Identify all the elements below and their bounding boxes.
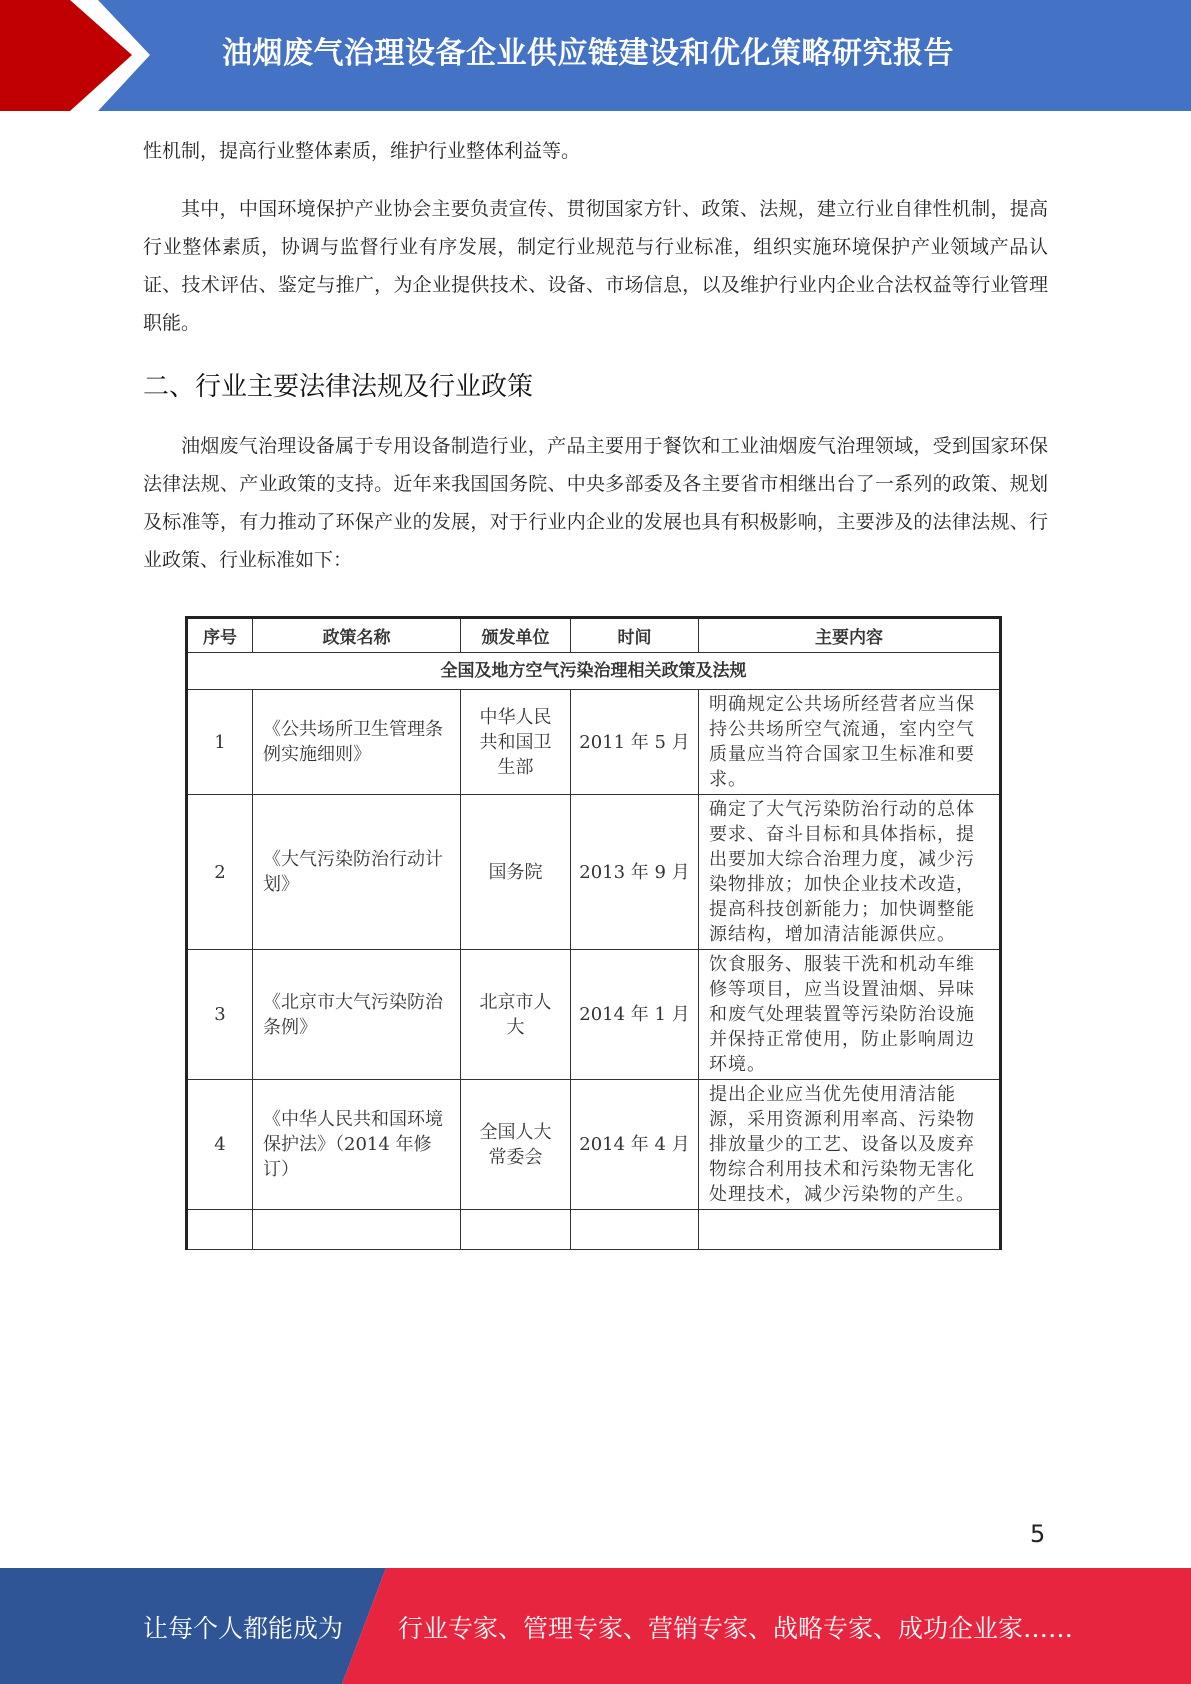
paragraph-association-role: 其中，中国环境保护产业协会主要负责宣传、贯彻国家方针、政策、法规，建立行业自律性机制，提高行业整体素质，协调与监督行业有序发展，制定行业规范与行业标准，组织实施环境保护产业领域产品认证、技术评估、鉴定与推广，为企业提供技术、设备、市场信息，以及维护行业内企业合法权益等行业管理职能。 [143,198,1048,334]
cell-content: 饮食服务、服装干洗和机动车维修等项目，应当设置油烟、异味和废气处理装置等污染防治设施并保持正常使用，防止影响周边环境。 [699,950,1001,1080]
cell-content: 确定了大气污染防治行动的总体要求、奋斗目标和具体指标，提出要加大综合治理力度，减少污染物排放；加快企业技术改造，提高科技创新能力；加快调整能源结构，增加清洁能源供应。 [699,795,1001,950]
cell-name: 《公共场所卫生管理条例实施细则》 [253,690,461,795]
cell-name: 《中华人民共和国环境保护法》（2014 年修订） [253,1080,461,1210]
table-row [187,1080,1001,1210]
cell-date: 2013 年 9 月 [571,795,699,950]
table-row [187,795,1001,950]
cell-date: 2014 年 4 月 [571,1080,699,1210]
table-group-row [187,653,1001,690]
col-header-org: 颁发单位 [461,618,571,653]
group-title: 全国及地方空气污染治理相关政策及法规 [187,653,1001,690]
table-row-cutoff [187,1210,1001,1250]
cell-name: 《大气污染防治行动计划》 [253,795,461,950]
cell-name: 《北京市大气污染防治条例》 [253,950,461,1080]
section-heading: 二、行业主要法律法规及行业政策 [143,372,534,402]
page-header [0,0,1191,111]
page-number: 5 [1030,1520,1046,1548]
cell-org: 全国人大常委会 [461,1080,571,1210]
paragraph-policy-intro: 油烟废气治理设备属于专用设备制造行业，产品主要用于餐饮和工业油烟废气治理领域，受到国家环保法律法规、产业政策的支持。近年来我国国务院、中央多部委及各主要省市相继出台了一系列的政策、规划及标准等，有力推动了环保产业的发展，对于行业内企业的发展也具有积极影响，主要涉及的法律法规、行业政策、行业标准如下： [143,435,1048,571]
paragraph-continuation: 性机制，提高行业整体素质，维护行业整体利益等。 [143,140,581,162]
col-header-date: 时间 [571,618,699,653]
footer-slogan-right: 行业专家、管理专家、营销专家、战略专家、成功企业家…… [398,1614,1074,1643]
col-header-content: 主要内容 [699,618,1001,653]
cell-date: 2011 年 5 月 [571,690,699,795]
page-content [143,132,1048,579]
cell-org: 中华人民共和国卫生部 [461,690,571,795]
cell-no: 3 [187,950,253,1080]
cell-content: 明确规定公共场所经营者应当保持公共场所空气流通，室内空气质量应当符合国家卫生标准和要求。 [699,690,1001,795]
table-row [187,690,1001,795]
report-title: 油烟废气治理设备企业供应链建设和优化策略研究报告 [222,36,954,71]
cell-content: 提出企业应当优先使用清洁能源，采用资源利用率高、污染物排放量少的工艺、设备以及废弃物综合利用技术和污染物无害化处理技术，减少污染物的产生。 [699,1080,1001,1210]
cell-org: 北京市人大 [461,950,571,1080]
page-footer [0,1568,1191,1684]
policy-table [185,616,1002,1250]
col-header-name: 政策名称 [253,618,461,653]
cell-date: 2014 年 1 月 [571,950,699,1080]
footer-slogan-left: 让每个人都能成为 [143,1614,344,1643]
cell-no: 4 [187,1080,253,1210]
col-header-no: 序号 [187,618,253,653]
policy-table-wrapper [185,616,999,1205]
table-row [187,950,1001,1080]
cell-no: 1 [187,690,253,795]
cell-org: 国务院 [461,795,571,950]
table-header-row [187,618,1001,653]
cell-no: 2 [187,795,253,950]
